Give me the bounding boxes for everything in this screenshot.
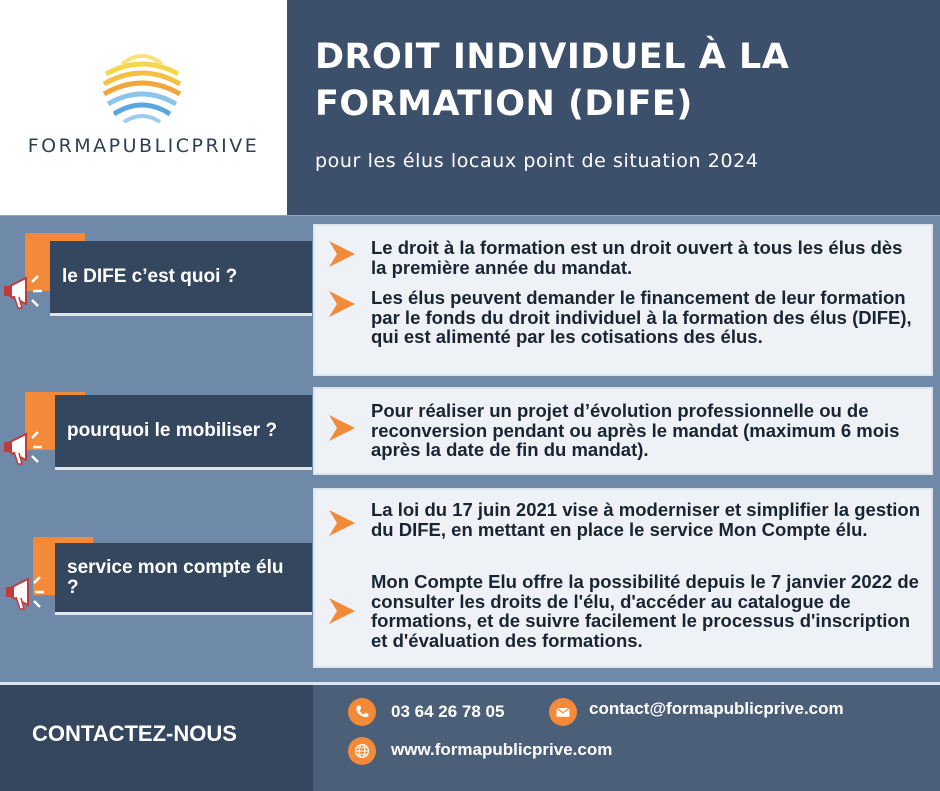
- globe-logo-icon: [100, 44, 184, 128]
- phone-number[interactable]: 03 64 26 78 05: [391, 702, 505, 721]
- bullet-text: Les élus peuvent demander le financement de leur formation par le fonds du droit individuel à la formation des élus (DIFE), qui est alimenté par les cotisations des élus.: [371, 287, 912, 347]
- footer-info-panel: [313, 685, 940, 791]
- page-subtitle: pour les élus locaux point de situation 2024: [315, 150, 759, 172]
- bullet-text: Le droit à la formation est un droit ouvert à tous les élus dès la première année du mandat.: [371, 237, 903, 278]
- footer: [0, 682, 940, 788]
- bullet-text: Mon Compte Elu offre la possibilité depuis le 7 janvier 2022 de consulter les droits de l'élu, d'accéder au catalogue de formations, et de suivre facilement le processus d'inscription et d'évaluation des formations.: [371, 571, 919, 651]
- bullet-text: Pour réaliser un projet d’évolution professionnelle ou de reconversion pendant ou après le mandat (maximum 6 mois après la date de fin du mandat).: [371, 400, 900, 460]
- section-label: [55, 543, 312, 615]
- arrow-right-icon: [327, 508, 357, 538]
- megaphone-icon: [2, 420, 52, 470]
- contact-title: CONTACTEZ-NOUS: [32, 721, 237, 746]
- mail-icon: [549, 698, 577, 726]
- email-link[interactable]: contact@formapublicprive.com: [589, 699, 844, 718]
- bullet-text: La loi du 17 juin 2021 vise à moderniser et simplifier la gestion du DIFE, en mettant en place le service Mon Compte élu.: [371, 499, 921, 540]
- header-divider: [0, 215, 940, 216]
- arrow-right-icon: [327, 413, 357, 443]
- section-label-text: service mon compte élu ?: [67, 556, 284, 598]
- content-box: [313, 224, 933, 376]
- arrow-right-icon: [327, 596, 357, 626]
- megaphone-icon: [4, 565, 54, 615]
- megaphone-icon: [2, 264, 52, 314]
- website-link[interactable]: www.formapublicprive.com: [391, 740, 613, 759]
- content-box: [313, 387, 933, 475]
- web-icon: [348, 737, 376, 765]
- brand-name: FORMAPUBLICPRIVE: [27, 135, 260, 157]
- footer-contact-panel: [0, 685, 313, 791]
- page-title: DROIT INDIVIDUEL À LA FORMATION (DIFE): [315, 37, 790, 124]
- section-label-text: le DIFE c’est quoi ?: [62, 266, 238, 287]
- arrow-right-icon: [327, 239, 357, 269]
- section-label-text: pourquoi le mobiliser ?: [67, 420, 278, 441]
- logo-panel: [0, 0, 287, 215]
- phone-icon: [348, 698, 376, 726]
- title-panel: [287, 0, 940, 215]
- content-box: [313, 488, 933, 668]
- arrow-right-icon: [327, 289, 357, 319]
- section-label: [50, 241, 312, 316]
- section-label: [55, 395, 312, 470]
